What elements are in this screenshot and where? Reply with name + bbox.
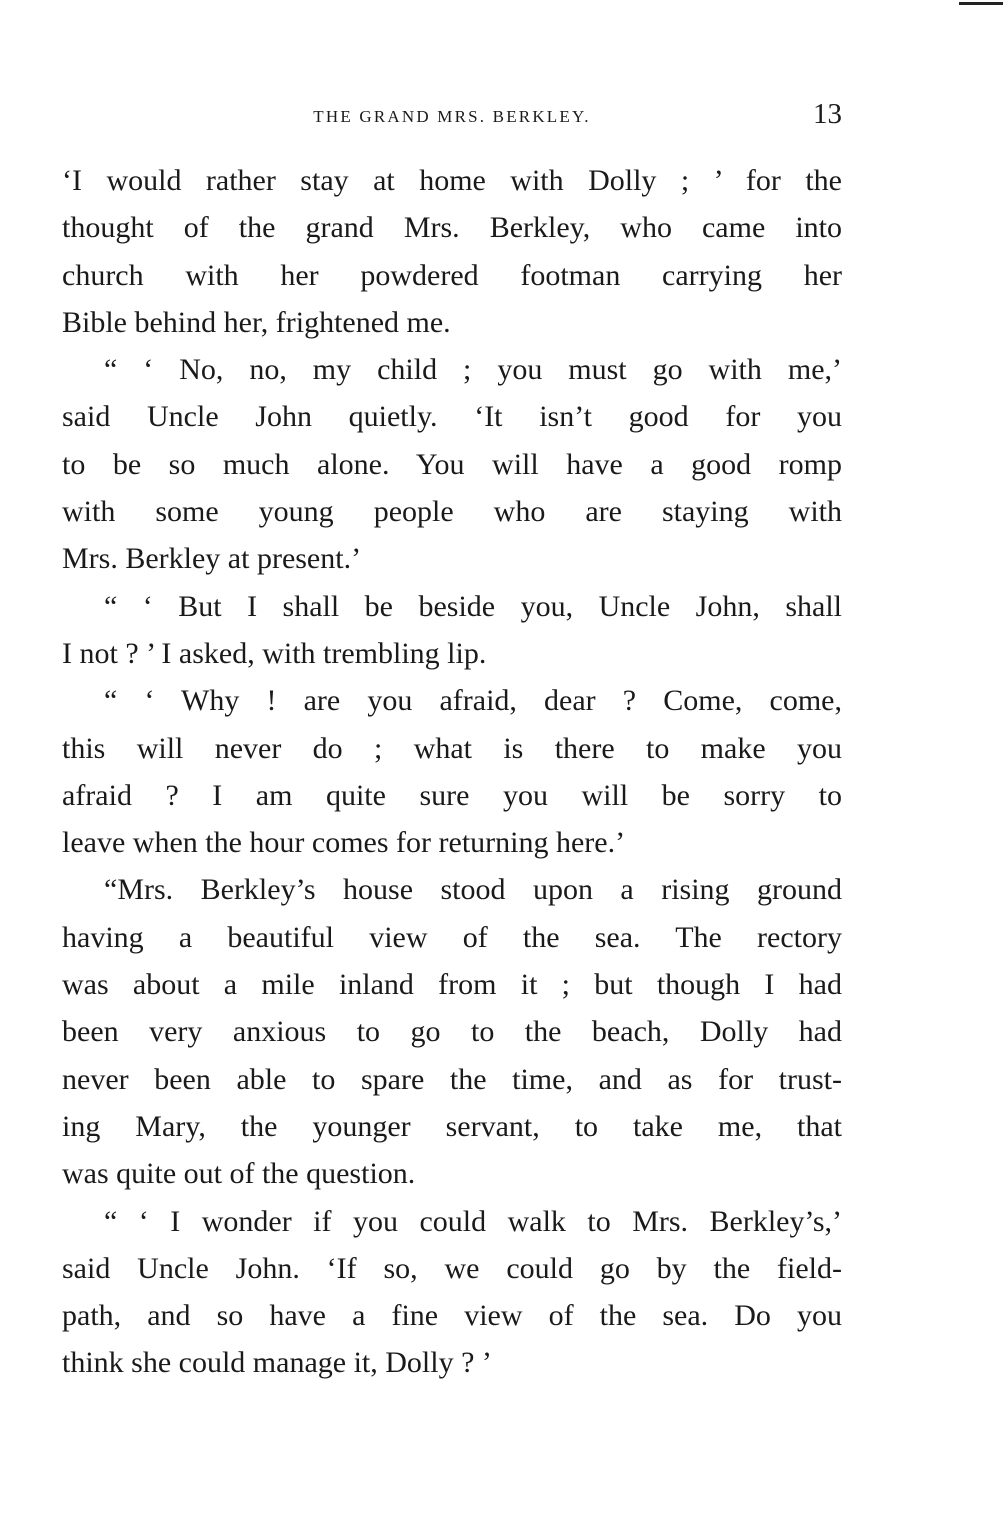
paragraph [62, 1198, 842, 1387]
text-line: Mrs. Berkley at present.’ [62, 542, 362, 576]
top-edge-rule [959, 2, 1003, 5]
text-line: to be so much alone. You will have a good romp [62, 447, 842, 481]
text-line: I not ? ’ I asked, with trembling lip. [62, 636, 487, 670]
paragraph [62, 583, 842, 678]
page-number: 13 [813, 98, 842, 130]
text-line: Bible behind her, frightened me. [62, 305, 451, 339]
text-line: think she could manage it, Dolly ? ’ [62, 1346, 492, 1380]
text-line: was about a mile inland from it ; but though I had [62, 968, 842, 1002]
text-line: said Uncle John quietly. ‘It isn’t good for you [62, 400, 842, 434]
page-header [62, 98, 842, 132]
text-line: ing Mary, the younger servant, to take me, that [62, 1109, 842, 1143]
text-line: “ ‘ Why ! are you afraid, dear ? Come, come, [104, 684, 842, 718]
paragraph [62, 677, 842, 866]
text-line: with some young people who are staying with [62, 495, 842, 529]
text-line: “Mrs. Berkley’s house stood upon a rising ground [104, 873, 842, 907]
text-line: was quite out of the question. [62, 1157, 416, 1191]
text-line: church with her powdered footman carrying her [62, 258, 842, 292]
text-line: “ ‘ No, no, my child ; you must go with me,’ [104, 353, 842, 387]
text-line: “ ‘ I wonder if you could walk to Mrs. Berkley’s,’ [104, 1204, 842, 1238]
running-head: THE GRAND MRS. BERKLEY. [313, 107, 591, 126]
text-line: leave when the hour comes for returning here.’ [62, 826, 626, 860]
text-line: thought of the grand Mrs. Berkley, who came into [62, 211, 842, 245]
text-line: having a beautiful view of the sea. The rectory [62, 920, 842, 954]
text-line: said Uncle John. ‘If so, we could go by the field- [62, 1251, 842, 1285]
text-line: never been able to spare the time, and as for trust- [62, 1062, 842, 1096]
text-line: afraid ? I am quite sure you will be sorry to [62, 778, 842, 812]
paragraph [62, 157, 842, 346]
text-line: path, and so have a fine view of the sea. Do you [62, 1299, 842, 1333]
text-line: “ ‘ But I shall be beside you, Uncle John, shall [104, 589, 842, 623]
paragraph [62, 866, 842, 1197]
body-text [62, 157, 842, 1387]
text-line: ‘I would rather stay at home with Dolly ; ’ for the [62, 164, 842, 197]
text-line: been very anxious to go to the beach, Dolly had [62, 1015, 842, 1049]
paragraph [62, 346, 842, 582]
text-line: this will never do ; what is there to make you [62, 731, 842, 765]
